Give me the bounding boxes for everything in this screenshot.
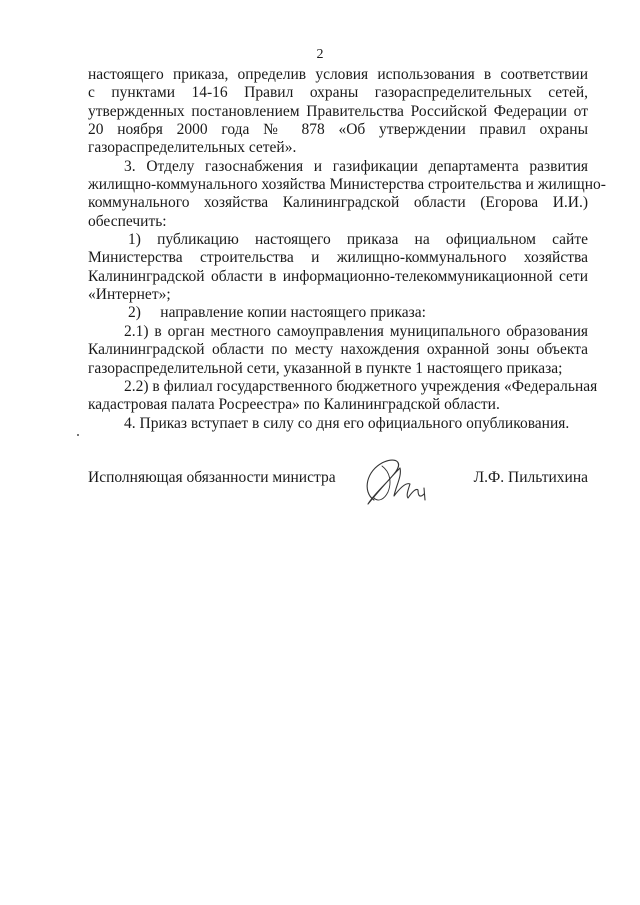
text-line: 20 ноября 2000 года № 878 «Об утверждении правил охраны: [88, 121, 588, 139]
text-line: с пунктами 14-16 Правил охраны газораспределительных сетей,: [88, 84, 588, 102]
handwritten-signature: [344, 452, 444, 512]
text-line: 1) публикацию настоящего приказа на официальном сайте: [128, 231, 588, 249]
document-body: [88, 66, 606, 433]
text-line: 2.1) в орган местного самоуправления муниципального образования: [124, 322, 588, 340]
signatory-position: Исполняющая обязанности министра: [88, 469, 336, 486]
text-line: «Интернет»;: [88, 286, 171, 304]
text-line: Министерства строительства и жилищно-коммунального хозяйства: [88, 249, 588, 267]
page-number: 2: [316, 47, 324, 62]
text-line: 2) направление копии настоящего приказа:: [128, 304, 426, 322]
text-line: 2.2) в филиал государственного бюджетного учреждения «Федеральная: [124, 377, 598, 395]
text-line: кадастровая палата Росреестра» по Калининградской области.: [88, 396, 500, 414]
text-line: утвержденных постановлением Правительства Российской Федерации от: [88, 102, 588, 120]
signatory-name: Л.Ф. Пильтихина: [473, 469, 588, 486]
text-line: коммунального хозяйства Калининградской области (Егорова И.И.): [88, 194, 588, 212]
text-line: Калининградской области в информационно-телекоммуникационной сети: [88, 267, 588, 285]
scan-dot: [77, 434, 79, 436]
text-line: жилищно-коммунального хозяйства Министерства строительства и жилищно-: [88, 176, 606, 194]
text-line: газораспределительных сетей».: [88, 139, 297, 157]
text-line: настоящего приказа, определив условия использования в соответствии: [88, 66, 588, 83]
text-line: 4. Приказ вступает в силу со дня его официального опубликования.: [124, 414, 570, 432]
text-line: 3. Отделу газоснабжения и газификации департамента развития: [124, 157, 588, 175]
text-line: обеспечить:: [88, 212, 167, 230]
text-line: Калининградской области по месту нахождения охранной зоны объекта: [88, 341, 588, 359]
text-line: газораспределительной сети, указанной в пункте 1 настоящего приказа;: [88, 359, 563, 377]
